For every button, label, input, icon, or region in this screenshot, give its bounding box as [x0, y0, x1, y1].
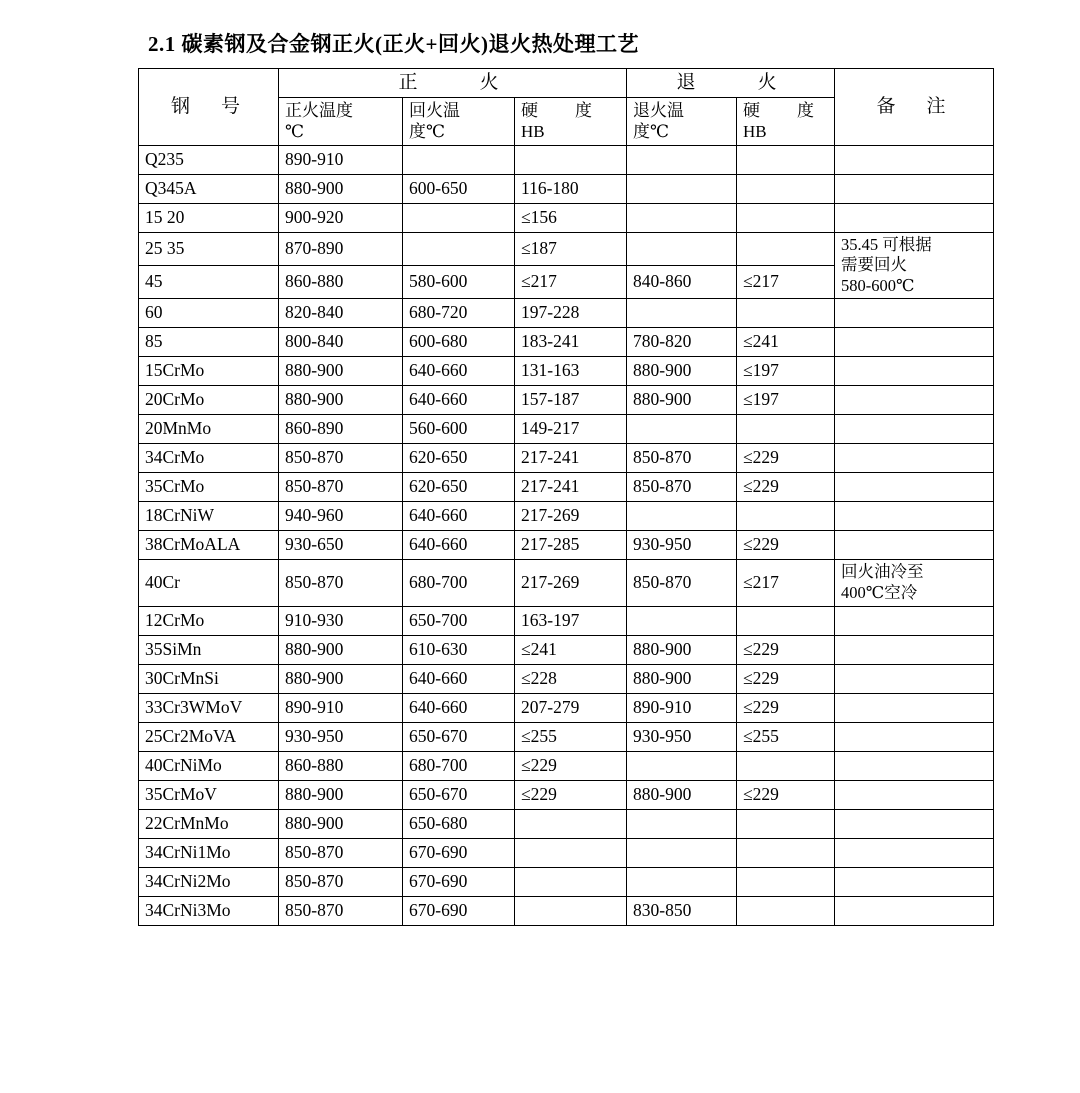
cell-steel-no: 25Cr2MoVA — [139, 722, 279, 751]
header-annealing-hardness-label: 硬 度 — [743, 101, 825, 120]
cell-tempering-temp: 670-690 — [403, 896, 515, 925]
table-row — [139, 635, 994, 664]
note-line: 35.45 可根据 — [841, 234, 932, 254]
cell-normalizing-hardness: 157-187 — [515, 386, 627, 415]
cell-annealing-hardness: ≤229 — [737, 664, 835, 693]
cell-note — [835, 606, 994, 635]
header-note: 备 注 — [835, 69, 994, 146]
cell-steel-no: 33Cr3WMoV — [139, 693, 279, 722]
header-tempering-temp-label: 回火温 — [409, 101, 460, 120]
cell-annealing-hardness: ≤217 — [737, 265, 835, 298]
cell-tempering-temp: 640-660 — [403, 502, 515, 531]
cell-annealing-hardness — [737, 809, 835, 838]
cell-tempering-temp: 620-650 — [403, 473, 515, 502]
cell-annealing-temp: 880-900 — [627, 357, 737, 386]
cell-annealing-temp — [627, 606, 737, 635]
cell-steel-no: 40Cr — [139, 560, 279, 606]
cell-normalizing-hardness — [515, 809, 627, 838]
cell-annealing-hardness — [737, 502, 835, 531]
cell-normalizing-hardness — [515, 896, 627, 925]
cell-tempering-temp: 670-690 — [403, 838, 515, 867]
page-title: 2.1 碳素钢及合金钢正火(正火+回火)退火热处理工艺 — [148, 32, 639, 56]
table-row — [139, 867, 994, 896]
header-normalizing-hardness-label: 硬 度 — [521, 101, 602, 120]
cell-tempering-temp: 680-700 — [403, 751, 515, 780]
cell-annealing-temp: 850-870 — [627, 444, 737, 473]
cell-annealing-hardness: ≤229 — [737, 473, 835, 502]
header-tempering-temp — [403, 98, 515, 146]
cell-annealing-temp — [627, 838, 737, 867]
cell-normalizing-hardness: 217-269 — [515, 560, 627, 606]
cell-normalizing-hardness: ≤229 — [515, 751, 627, 780]
table-row — [139, 531, 994, 560]
cell-tempering-temp: 650-670 — [403, 780, 515, 809]
cell-steel-no: 45 — [139, 265, 279, 298]
cell-normalizing-hardness: 131-163 — [515, 357, 627, 386]
cell-annealing-temp: 880-900 — [627, 386, 737, 415]
cell-steel-no: 15 20 — [139, 203, 279, 232]
cell-steel-no: 20CrMo — [139, 386, 279, 415]
table-row — [139, 722, 994, 751]
cell-steel-no: 38CrMoALA — [139, 531, 279, 560]
cell-normalizing-temp: 880-900 — [279, 174, 403, 203]
cell-note — [835, 531, 994, 560]
cell-annealing-temp: 830-850 — [627, 896, 737, 925]
cell-note — [835, 328, 994, 357]
table-row — [139, 896, 994, 925]
cell-note — [835, 867, 994, 896]
cell-normalizing-temp: 900-920 — [279, 203, 403, 232]
header-normalizing-hardness-unit: HB — [521, 122, 545, 142]
table-row — [139, 145, 994, 174]
cell-normalizing-hardness: 217-241 — [515, 444, 627, 473]
cell-tempering-temp: 640-660 — [403, 531, 515, 560]
cell-normalizing-temp: 820-840 — [279, 299, 403, 328]
cell-tempering-temp: 620-650 — [403, 444, 515, 473]
cell-normalizing-temp: 800-840 — [279, 328, 403, 357]
table-row — [139, 780, 994, 809]
cell-steel-no: 34CrNi3Mo — [139, 896, 279, 925]
cell-steel-no: Q345A — [139, 174, 279, 203]
cell-normalizing-temp: 930-650 — [279, 531, 403, 560]
cell-normalizing-temp: 860-880 — [279, 751, 403, 780]
cell-normalizing-hardness: 217-285 — [515, 531, 627, 560]
cell-normalizing-temp: 880-900 — [279, 386, 403, 415]
cell-tempering-temp — [403, 232, 515, 265]
cell-normalizing-hardness: 217-241 — [515, 473, 627, 502]
cell-normalizing-hardness — [515, 867, 627, 896]
cell-note — [835, 357, 994, 386]
cell-annealing-temp — [627, 502, 737, 531]
cell-annealing-hardness — [737, 867, 835, 896]
cell-steel-no: Q235 — [139, 145, 279, 174]
cell-normalizing-hardness: ≤228 — [515, 664, 627, 693]
cell-normalizing-hardness: ≤156 — [515, 203, 627, 232]
cell-steel-no: 35CrMo — [139, 473, 279, 502]
cell-normalizing-temp: 850-870 — [279, 560, 403, 606]
cell-note — [835, 722, 994, 751]
header-annealing-temp — [627, 98, 737, 146]
header-tempering-temp-unit: 度℃ — [409, 122, 446, 142]
cell-normalizing-temp: 860-880 — [279, 265, 403, 298]
cell-normalizing-temp: 880-900 — [279, 357, 403, 386]
table-row — [139, 560, 994, 606]
cell-annealing-temp: 850-870 — [627, 560, 737, 606]
header-normalizing-temp — [279, 98, 403, 146]
cell-normalizing-temp: 930-950 — [279, 722, 403, 751]
cell-normalizing-temp: 850-870 — [279, 867, 403, 896]
cell-normalizing-hardness: ≤255 — [515, 722, 627, 751]
table-row — [139, 664, 994, 693]
cell-annealing-hardness: ≤229 — [737, 444, 835, 473]
cell-normalizing-hardness: ≤187 — [515, 232, 627, 265]
cell-normalizing-hardness: 217-269 — [515, 502, 627, 531]
cell-normalizing-temp: 860-890 — [279, 415, 403, 444]
note-line: 400℃空冷 — [841, 583, 918, 602]
table-body — [139, 145, 994, 925]
cell-annealing-temp: 930-950 — [627, 531, 737, 560]
table-row — [139, 415, 994, 444]
cell-tempering-temp: 640-660 — [403, 357, 515, 386]
table-row — [139, 444, 994, 473]
cell-annealing-hardness: ≤229 — [737, 635, 835, 664]
cell-annealing-temp — [627, 809, 737, 838]
header-normalizing-temp-unit: ℃ — [285, 122, 305, 142]
cell-steel-no: 18CrNiW — [139, 502, 279, 531]
cell-annealing-hardness: ≤229 — [737, 693, 835, 722]
cell-steel-no: 34CrNi2Mo — [139, 867, 279, 896]
cell-note — [835, 145, 994, 174]
cell-note — [835, 780, 994, 809]
cell-annealing-hardness: ≤229 — [737, 531, 835, 560]
cell-normalizing-temp: 850-870 — [279, 473, 403, 502]
table-row — [139, 174, 994, 203]
cell-note — [835, 386, 994, 415]
cell-normalizing-temp: 850-870 — [279, 444, 403, 473]
cell-annealing-temp: 780-820 — [627, 328, 737, 357]
cell-annealing-temp — [627, 299, 737, 328]
cell-normalizing-hardness: 149-217 — [515, 415, 627, 444]
cell-note — [835, 473, 994, 502]
cell-normalizing-temp: 870-890 — [279, 232, 403, 265]
cell-tempering-temp: 680-720 — [403, 299, 515, 328]
cell-normalizing-hardness: 207-279 — [515, 693, 627, 722]
cell-tempering-temp — [403, 203, 515, 232]
table-row — [139, 203, 994, 232]
table-row — [139, 502, 994, 531]
table-row — [139, 693, 994, 722]
header-annealing-temp-label: 退火温 — [633, 101, 685, 120]
cell-annealing-temp: 930-950 — [627, 722, 737, 751]
header-annealing-hardness-unit: HB — [743, 122, 767, 142]
cell-tempering-temp: 650-680 — [403, 809, 515, 838]
cell-normalizing-temp: 890-910 — [279, 693, 403, 722]
header-normalizing-hardness — [515, 98, 627, 146]
cell-annealing-hardness: ≤217 — [737, 560, 835, 606]
note-line: 需要回火 — [841, 255, 908, 275]
cell-annealing-temp — [627, 145, 737, 174]
cell-annealing-hardness: ≤197 — [737, 357, 835, 386]
cell-tempering-temp: 610-630 — [403, 635, 515, 664]
table-header-group-row — [139, 69, 994, 98]
cell-tempering-temp: 640-660 — [403, 693, 515, 722]
cell-annealing-hardness — [737, 203, 835, 232]
table-row — [139, 357, 994, 386]
header-normalizing-temp-label: 正火温度 — [285, 101, 353, 120]
cell-note — [835, 444, 994, 473]
table-header — [139, 69, 994, 146]
cell-annealing-temp — [627, 867, 737, 896]
cell-normalizing-temp: 850-870 — [279, 896, 403, 925]
header-annealing-temp-unit: 度℃ — [633, 122, 670, 142]
header-normalizing: 正 火 — [279, 69, 627, 98]
cell-steel-no: 12CrMo — [139, 606, 279, 635]
header-annealing: 退 火 — [627, 69, 835, 98]
cell-normalizing-hardness: 163-197 — [515, 606, 627, 635]
cell-steel-no: 34CrMo — [139, 444, 279, 473]
cell-tempering-temp: 650-700 — [403, 606, 515, 635]
cell-note — [835, 415, 994, 444]
cell-normalizing-temp: 850-870 — [279, 838, 403, 867]
cell-tempering-temp: 600-680 — [403, 328, 515, 357]
cell-normalizing-hardness: 183-241 — [515, 328, 627, 357]
cell-annealing-hardness: ≤241 — [737, 328, 835, 357]
table-row — [139, 232, 994, 265]
cell-normalizing-hardness — [515, 838, 627, 867]
cell-annealing-hardness — [737, 606, 835, 635]
cell-annealing-temp: 840-860 — [627, 265, 737, 298]
cell-steel-no: 85 — [139, 328, 279, 357]
cell-annealing-temp: 850-870 — [627, 473, 737, 502]
cell-tempering-temp — [403, 145, 515, 174]
cell-note — [835, 838, 994, 867]
cell-normalizing-hardness — [515, 145, 627, 174]
header-annealing-hardness — [737, 98, 835, 146]
cell-note — [835, 232, 994, 299]
cell-normalizing-temp: 880-900 — [279, 664, 403, 693]
table-row — [139, 838, 994, 867]
cell-normalizing-hardness: 197-228 — [515, 299, 627, 328]
cell-annealing-temp — [627, 203, 737, 232]
table-row — [139, 606, 994, 635]
cell-note — [835, 693, 994, 722]
cell-normalizing-temp: 880-900 — [279, 635, 403, 664]
cell-normalizing-temp: 880-900 — [279, 780, 403, 809]
cell-annealing-temp: 880-900 — [627, 780, 737, 809]
cell-tempering-temp: 640-660 — [403, 386, 515, 415]
cell-steel-no: 60 — [139, 299, 279, 328]
cell-normalizing-hardness: ≤241 — [515, 635, 627, 664]
note-line: 580-600℃ — [841, 275, 915, 295]
table-row — [139, 809, 994, 838]
cell-annealing-hardness — [737, 145, 835, 174]
cell-note — [835, 174, 994, 203]
cell-tempering-temp: 680-700 — [403, 560, 515, 606]
cell-note — [835, 896, 994, 925]
heat-treatment-table — [138, 68, 994, 926]
header-steel-no: 钢 号 — [139, 69, 279, 146]
cell-normalizing-hardness: ≤229 — [515, 780, 627, 809]
cell-note — [835, 299, 994, 328]
cell-steel-no: 34CrNi1Mo — [139, 838, 279, 867]
cell-annealing-temp: 890-910 — [627, 693, 737, 722]
cell-normalizing-temp: 890-910 — [279, 145, 403, 174]
cell-annealing-hardness — [737, 415, 835, 444]
cell-tempering-temp: 560-600 — [403, 415, 515, 444]
cell-annealing-hardness — [737, 838, 835, 867]
cell-annealing-temp: 880-900 — [627, 664, 737, 693]
table-row — [139, 751, 994, 780]
cell-annealing-hardness — [737, 232, 835, 265]
cell-annealing-temp — [627, 751, 737, 780]
cell-steel-no: 40CrNiMo — [139, 751, 279, 780]
cell-steel-no: 30CrMnSi — [139, 664, 279, 693]
cell-annealing-hardness — [737, 174, 835, 203]
note-line: 回火油冷至 — [841, 562, 924, 582]
cell-steel-no: 20MnMo — [139, 415, 279, 444]
cell-normalizing-hardness: ≤217 — [515, 265, 627, 298]
cell-note — [835, 635, 994, 664]
cell-annealing-hardness: ≤229 — [737, 780, 835, 809]
cell-tempering-temp: 640-660 — [403, 664, 515, 693]
cell-annealing-temp — [627, 232, 737, 265]
cell-tempering-temp: 600-650 — [403, 174, 515, 203]
cell-steel-no: 35CrMoV — [139, 780, 279, 809]
cell-normalizing-temp: 910-930 — [279, 606, 403, 635]
cell-steel-no: 15CrMo — [139, 357, 279, 386]
cell-note — [835, 502, 994, 531]
cell-note — [835, 809, 994, 838]
cell-note — [835, 560, 994, 606]
cell-normalizing-temp: 880-900 — [279, 809, 403, 838]
cell-tempering-temp: 580-600 — [403, 265, 515, 298]
cell-annealing-hardness: ≤197 — [737, 386, 835, 415]
cell-steel-no: 22CrMnMo — [139, 809, 279, 838]
cell-annealing-hardness — [737, 896, 835, 925]
cell-note — [835, 664, 994, 693]
cell-note — [835, 751, 994, 780]
cell-annealing-temp — [627, 174, 737, 203]
cell-normalizing-temp: 940-960 — [279, 502, 403, 531]
cell-annealing-temp: 880-900 — [627, 635, 737, 664]
cell-steel-no: 25 35 — [139, 232, 279, 265]
cell-annealing-hardness: ≤255 — [737, 722, 835, 751]
cell-tempering-temp: 650-670 — [403, 722, 515, 751]
table-row — [139, 299, 994, 328]
cell-annealing-hardness — [737, 751, 835, 780]
table-row — [139, 473, 994, 502]
cell-tempering-temp: 670-690 — [403, 867, 515, 896]
cell-normalizing-hardness: 116-180 — [515, 174, 627, 203]
table-row — [139, 328, 994, 357]
cell-steel-no: 35SiMn — [139, 635, 279, 664]
cell-annealing-hardness — [737, 299, 835, 328]
cell-note — [835, 203, 994, 232]
table-row — [139, 386, 994, 415]
cell-annealing-temp — [627, 415, 737, 444]
